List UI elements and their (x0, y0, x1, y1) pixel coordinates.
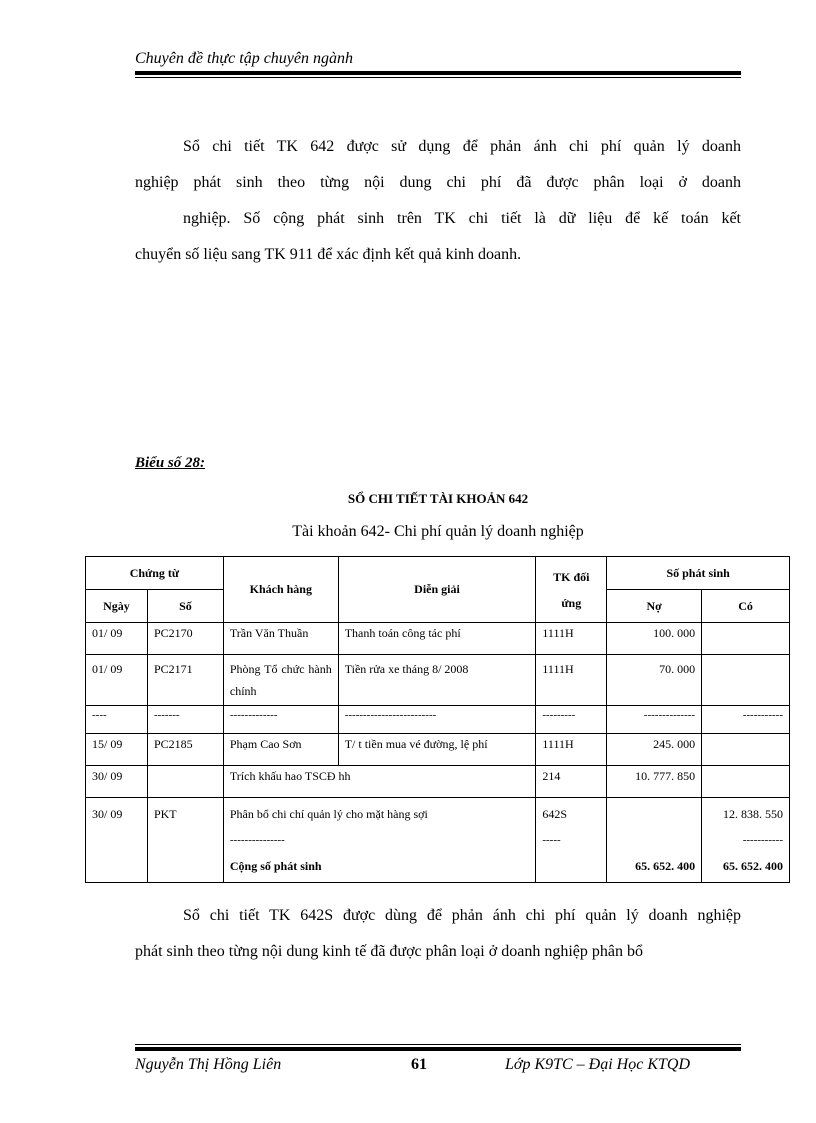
header-voucher: Chứng từ (86, 557, 224, 590)
cell-contra: 1111H (536, 655, 607, 706)
intro-line: nghiệp. Số cộng phát sinh trên TK chi tiết là dữ liệu để kế toán kết (183, 210, 741, 227)
cell-date: 01/ 09 (86, 655, 148, 706)
cell-description: Thanh toán công tác phí (338, 623, 536, 655)
outro-line: phát sinh theo từng nội dung kinh tế đã được phân loại ở doanh nghiệp phân bổ (135, 943, 643, 960)
cell-customer: Phòng Tổ chức hành chính (223, 655, 338, 706)
page-number: 61 (411, 1056, 427, 1073)
cell-number: PC2185 (147, 734, 223, 766)
cell-contra (536, 798, 607, 883)
cell-date: ---- (86, 706, 148, 734)
total-label: Cộng số phát sinh (229, 859, 322, 873)
table-row-ellipsis (86, 706, 790, 734)
allocation-credit: 12. 838. 550 (723, 807, 783, 821)
ledger-table (85, 556, 790, 883)
figure-caption: Biểu số 28: (135, 455, 206, 471)
cell-debit: 100. 000 (607, 623, 702, 655)
header-credit: Có (702, 590, 790, 623)
cell-credit (702, 623, 790, 655)
total-debit: 65. 652. 400 (635, 859, 696, 873)
cell-description: Trích khấu hao TSCĐ hh (223, 766, 535, 798)
cell-number: ------- (147, 706, 223, 734)
intro-line: nghiệp phát sinh theo từng nội dung chi phí đã được phân loại ở doanh (135, 174, 741, 191)
footer-rule-thick (135, 1047, 741, 1051)
allocation-dashes: --------------- (229, 834, 285, 846)
total-credit: 65. 652. 400 (723, 859, 783, 873)
cell-contra: 1111H (536, 734, 607, 766)
cell-debit (607, 798, 702, 883)
header-rule-thick (135, 71, 741, 75)
cell-number (147, 766, 223, 798)
cell-credit: ----------- (702, 706, 790, 734)
table-row-depreciation (86, 766, 790, 798)
cell-debit: 245. 000 (607, 734, 702, 766)
header-date: Ngày (86, 590, 148, 623)
ledger-title: SỔ CHI TIẾT TÀI KHOẢN 642 (347, 491, 529, 506)
cell-description: ------------------------- (338, 706, 536, 734)
allocation-contra: 642S (542, 807, 568, 821)
cell-credit (702, 655, 790, 706)
cell-number: PC2171 (147, 655, 223, 706)
table-row (86, 655, 790, 706)
cell-debit: -------------- (607, 706, 702, 734)
ledger-subtitle: Tài khoản 642- Chi phí quản lý doanh nghiệp (292, 523, 584, 540)
intro-line: Sổ chi tiết TK 642 được sử dụng để phản ánh chi phí quản lý doanh (183, 138, 741, 155)
cell-date: 15/ 09 (86, 734, 148, 766)
cell-debit: 10. 777. 850 (607, 766, 702, 798)
cell-date: 01/ 09 (86, 623, 148, 655)
footer-rule-thin (135, 1044, 741, 1045)
table-row-allocation (86, 798, 790, 883)
cell-customer: Phạm Cao Sơn (223, 734, 338, 766)
header-rule-thin (135, 77, 741, 78)
table-row (86, 623, 790, 655)
header-description: Diễn giải (338, 557, 536, 623)
cell-debit: 70. 000 (607, 655, 702, 706)
allocation-contra-dashes: ----- (542, 834, 561, 846)
outro-paragraph (135, 898, 741, 970)
cell-customer: Trần Văn Thuần (223, 623, 338, 655)
allocation-description: Phân bổ chi chí quản lý cho mặt hàng sợi (229, 807, 428, 821)
cell-credit (702, 734, 790, 766)
cell-date: 30/ 09 (86, 766, 148, 798)
cell-contra: --------- (536, 706, 607, 734)
footer-class: Lớp K9TC – Đại Học KTQD (505, 1056, 691, 1073)
cell-contra: 214 (536, 766, 607, 798)
cell-customer: ------------- (223, 706, 338, 734)
footer-author: Nguyễn Thị Hồng Liên (135, 1056, 282, 1073)
table-row (86, 734, 790, 766)
outro-line: Sổ chi tiết TK 642S được dùng để phản ánh chi phí quản lý doanh nghiệp (183, 907, 741, 924)
header-arising: Số phát sinh (607, 557, 790, 590)
cell-description: T/ t tiền mua vé đường, lệ phí (338, 734, 536, 766)
cell-credit (702, 766, 790, 798)
cell-date: 30/ 09 (86, 798, 148, 883)
header-contra-account: TK đối ứng (536, 557, 607, 623)
cell-number: PKT (147, 798, 223, 883)
intro-line: chuyển số liệu sang TK 911 để xác định kết quả kinh doanh. (135, 246, 522, 263)
cell-credit (702, 798, 790, 883)
cell-contra: 1111H (536, 623, 607, 655)
cell-description: Tiền rửa xe tháng 8/ 2008 (338, 655, 536, 706)
allocation-credit-dashes: ----------- (742, 834, 783, 846)
cell-number: PC2170 (147, 623, 223, 655)
running-header: Chuyên đề thực tập chuyên ngành (135, 50, 353, 67)
header-number: Số (147, 590, 223, 623)
header-customer: Khách hàng (223, 557, 338, 623)
header-debit: Nợ (607, 590, 702, 623)
intro-paragraph (135, 129, 741, 273)
cell-description (223, 798, 535, 883)
